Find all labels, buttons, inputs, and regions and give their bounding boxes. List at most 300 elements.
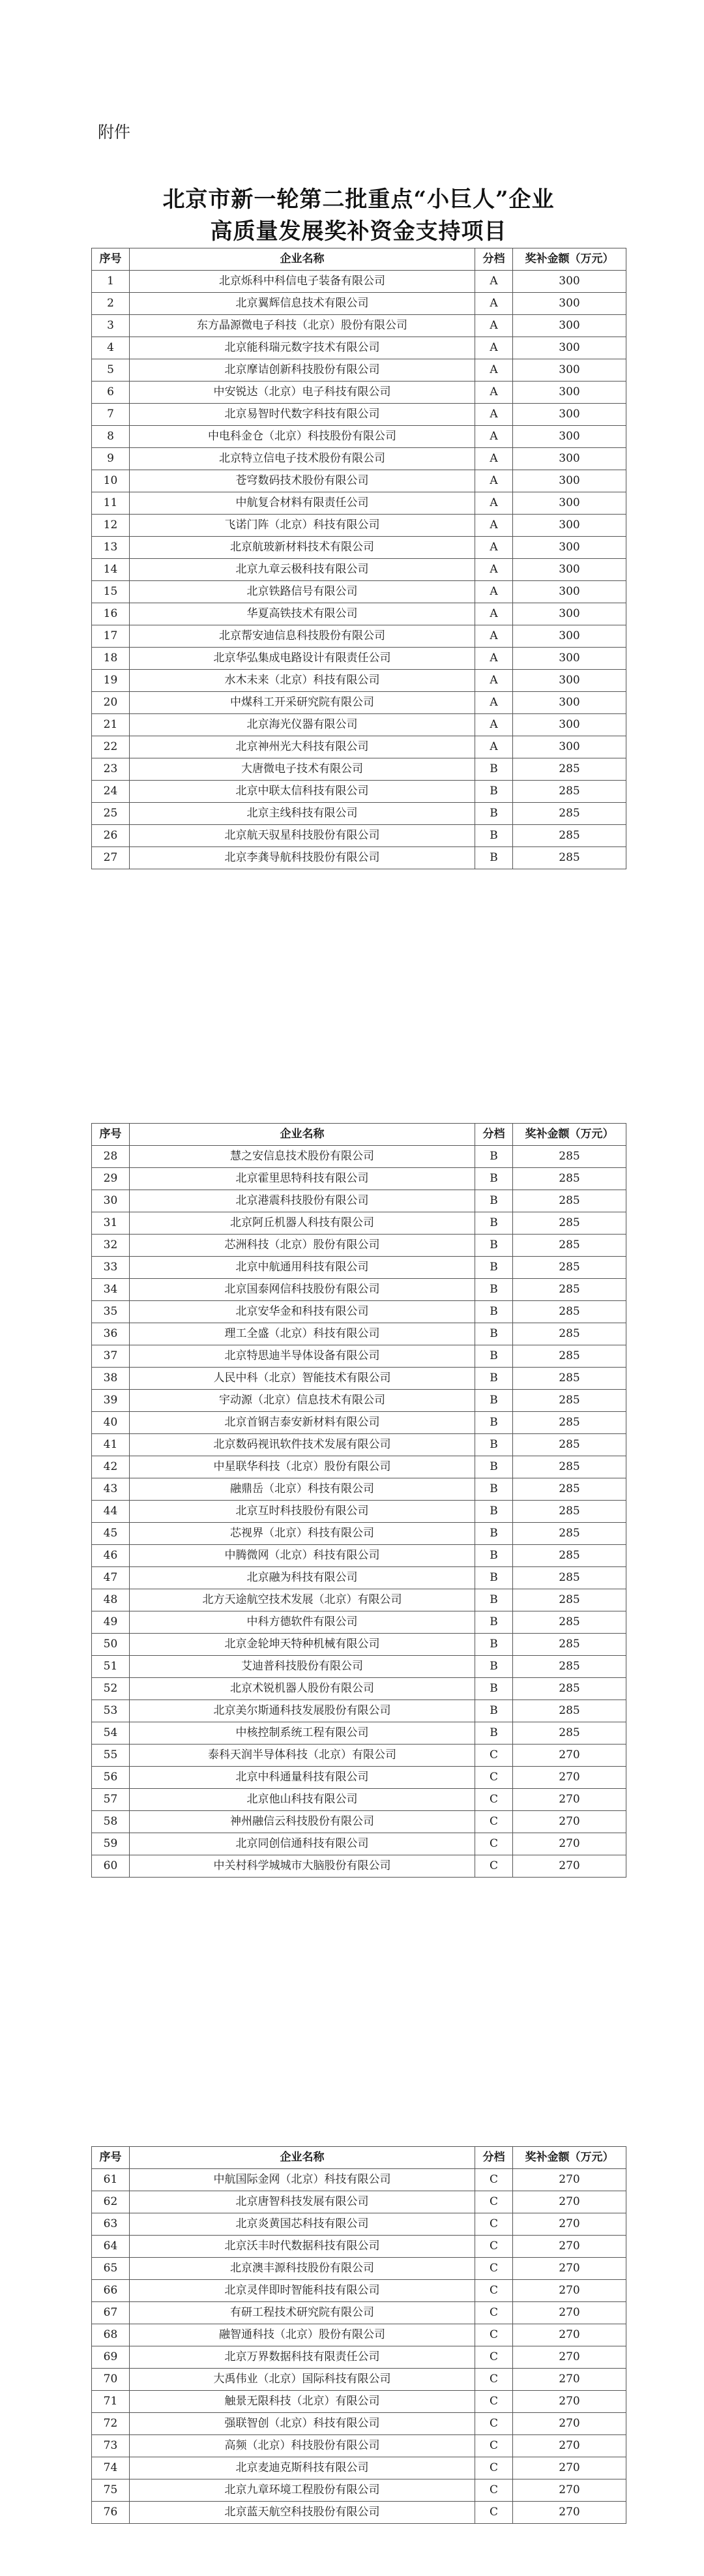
cell-no: 14 — [92, 559, 130, 581]
cell-company-name: 北京烁科中科信电子装备有限公司 — [130, 271, 475, 293]
cell-amount: 300 — [513, 293, 626, 315]
table-row — [92, 1656, 626, 1678]
cell-amount: 270 — [513, 2280, 626, 2302]
cell-no: 53 — [92, 1700, 130, 1722]
table-row — [92, 1545, 626, 1567]
table-row — [92, 1434, 626, 1456]
table-row — [92, 2258, 626, 2280]
cell-amount: 270 — [513, 2457, 626, 2479]
cell-no: 12 — [92, 515, 130, 537]
cell-company-name: 芯洲科技（北京）股份有限公司 — [130, 1235, 475, 1257]
table-row — [92, 382, 626, 404]
cell-grade: B — [475, 1589, 513, 1611]
cell-amount: 270 — [513, 1789, 626, 1811]
table-row — [92, 2346, 626, 2369]
table-row — [92, 692, 626, 714]
cell-company-name: 北京九章云极科技有限公司 — [130, 559, 475, 581]
cell-company-name: 北京他山科技有限公司 — [130, 1789, 475, 1811]
cell-no: 44 — [92, 1501, 130, 1523]
cell-company-name: 中电科金仓（北京）科技股份有限公司 — [130, 426, 475, 448]
cell-company-name: 北京麦迪克斯科技有限公司 — [130, 2457, 475, 2479]
cell-grade: B — [475, 1368, 513, 1390]
cell-grade: C — [475, 1855, 513, 1878]
cell-company-name: 中腾微网（北京）科技有限公司 — [130, 1545, 475, 1567]
table-row — [92, 1301, 626, 1323]
cell-grade: B — [475, 1722, 513, 1745]
cell-no: 1 — [92, 271, 130, 293]
cell-grade: B — [475, 758, 513, 781]
table-row — [92, 1412, 626, 1434]
cell-no: 5 — [92, 359, 130, 382]
cell-no: 58 — [92, 1811, 130, 1833]
cell-no: 17 — [92, 625, 130, 648]
table-row — [92, 1323, 626, 1345]
cell-company-name: 北京炎黄国芯科技有限公司 — [130, 2213, 475, 2236]
cell-no: 30 — [92, 1190, 130, 1212]
table-row — [92, 1478, 626, 1501]
cell-company-name: 北京中航通用科技有限公司 — [130, 1257, 475, 1279]
cell-grade: B — [475, 1257, 513, 1279]
cell-company-name: 融鼎岳（北京）科技有限公司 — [130, 1478, 475, 1501]
cell-amount: 270 — [513, 1833, 626, 1855]
cell-amount: 270 — [513, 2413, 626, 2435]
header-amount: 奖补金额（万元） — [513, 248, 626, 271]
cell-amount: 300 — [513, 404, 626, 426]
cell-amount: 300 — [513, 359, 626, 382]
table-row — [92, 758, 626, 781]
cell-company-name: 北京九章环境工程股份有限公司 — [130, 2479, 475, 2502]
cell-amount: 270 — [513, 2302, 626, 2324]
table-row — [92, 1811, 626, 1833]
cell-no: 66 — [92, 2280, 130, 2302]
table-row — [92, 1833, 626, 1855]
cell-no: 61 — [92, 2169, 130, 2191]
cell-grade: A — [475, 271, 513, 293]
cell-amount: 270 — [513, 2479, 626, 2502]
cell-no: 35 — [92, 1301, 130, 1323]
cell-grade: B — [475, 1235, 513, 1257]
cell-grade: C — [475, 2435, 513, 2457]
cell-no: 16 — [92, 603, 130, 625]
cell-grade: B — [475, 1212, 513, 1235]
cell-no: 36 — [92, 1323, 130, 1345]
table-row — [92, 1789, 626, 1811]
cell-no: 59 — [92, 1833, 130, 1855]
cell-grade: C — [475, 1811, 513, 1833]
cell-no: 39 — [92, 1390, 130, 1412]
table-row — [92, 1390, 626, 1412]
cell-no: 56 — [92, 1767, 130, 1789]
table-row — [92, 603, 626, 625]
cell-no: 43 — [92, 1478, 130, 1501]
cell-company-name: 北京华弘集成电路设计有限责任公司 — [130, 648, 475, 670]
attachment-label: 附件 — [98, 123, 131, 142]
table-row — [92, 825, 626, 847]
table-row — [92, 1767, 626, 1789]
cell-company-name: 人民中科（北京）智能技术有限公司 — [130, 1368, 475, 1390]
cell-no: 67 — [92, 2302, 130, 2324]
cell-company-name: 苍穹数码技术股份有限公司 — [130, 470, 475, 492]
cell-amount: 270 — [513, 2236, 626, 2258]
cell-no: 31 — [92, 1212, 130, 1235]
cell-no: 51 — [92, 1656, 130, 1678]
cell-no: 25 — [92, 803, 130, 825]
cell-grade: B — [475, 1545, 513, 1567]
table-row — [92, 581, 626, 603]
cell-company-name: 北京唐智科技发展有限公司 — [130, 2191, 475, 2213]
cell-grade: B — [475, 1478, 513, 1501]
cell-amount: 285 — [513, 1611, 626, 1634]
cell-grade: C — [475, 2457, 513, 2479]
cell-company-name: 芯视界（北京）科技有限公司 — [130, 1523, 475, 1545]
cell-grade: C — [475, 1767, 513, 1789]
cell-no: 28 — [92, 1146, 130, 1168]
table-row — [92, 2213, 626, 2236]
table-row — [92, 1611, 626, 1634]
cell-amount: 300 — [513, 337, 626, 359]
table-row — [92, 2457, 626, 2479]
cell-amount: 270 — [513, 1745, 626, 1767]
cell-no: 73 — [92, 2435, 130, 2457]
cell-no: 3 — [92, 315, 130, 337]
cell-no: 52 — [92, 1678, 130, 1700]
cell-company-name: 强联智创（北京）科技有限公司 — [130, 2413, 475, 2435]
cell-amount: 300 — [513, 448, 626, 470]
table-row — [92, 2302, 626, 2324]
header-grade: 分档 — [475, 248, 513, 271]
cell-company-name: 北京海光仪器有限公司 — [130, 714, 475, 736]
cell-no: 21 — [92, 714, 130, 736]
table-row — [92, 648, 626, 670]
cell-grade: C — [475, 2413, 513, 2435]
cell-grade: A — [475, 625, 513, 648]
cell-amount: 300 — [513, 382, 626, 404]
cell-amount: 285 — [513, 1656, 626, 1678]
table-row — [92, 271, 626, 293]
cell-grade: C — [475, 2302, 513, 2324]
header-grade: 分档 — [475, 2147, 513, 2169]
cell-no: 2 — [92, 293, 130, 315]
cell-amount: 285 — [513, 803, 626, 825]
cell-company-name: 高频（北京）科技股份有限公司 — [130, 2435, 475, 2457]
cell-amount: 285 — [513, 1279, 626, 1301]
cell-company-name: 融智通科技（北京）股份有限公司 — [130, 2324, 475, 2346]
cell-amount: 285 — [513, 1501, 626, 1523]
header-company-name: 企业名称 — [130, 2147, 475, 2169]
cell-company-name: 北京航玻新材料技术有限公司 — [130, 537, 475, 559]
cell-company-name: 宇动源（北京）信息技术有限公司 — [130, 1390, 475, 1412]
cell-no: 60 — [92, 1855, 130, 1878]
table-header-row — [92, 1124, 626, 1146]
cell-company-name: 北京蓝天航空科技股份有限公司 — [130, 2502, 475, 2524]
cell-no: 7 — [92, 404, 130, 426]
table-row — [92, 736, 626, 758]
cell-amount: 285 — [513, 1212, 626, 1235]
cell-amount: 285 — [513, 1567, 626, 1589]
cell-no: 72 — [92, 2413, 130, 2435]
table-row — [92, 1722, 626, 1745]
cell-amount: 300 — [513, 625, 626, 648]
table-row — [92, 1257, 626, 1279]
cell-company-name: 北方天途航空技术发展（北京）有限公司 — [130, 1589, 475, 1611]
cell-no: 34 — [92, 1279, 130, 1301]
table-row — [92, 2191, 626, 2213]
cell-grade: A — [475, 359, 513, 382]
table-row — [92, 337, 626, 359]
table-header-row — [92, 248, 626, 271]
cell-grade: B — [475, 1656, 513, 1678]
cell-no: 62 — [92, 2191, 130, 2213]
table-row — [92, 1235, 626, 1257]
cell-amount: 285 — [513, 1390, 626, 1412]
cell-company-name: 北京融为科技有限公司 — [130, 1567, 475, 1589]
cell-company-name: 泰科天润半导体科技（北京）有限公司 — [130, 1745, 475, 1767]
table-row — [92, 2502, 626, 2524]
cell-company-name: 中安锐达（北京）电子科技有限公司 — [130, 382, 475, 404]
cell-grade: C — [475, 1789, 513, 1811]
cell-amount: 285 — [513, 1545, 626, 1567]
cell-grade: B — [475, 1345, 513, 1368]
cell-no: 27 — [92, 847, 130, 869]
cell-grade: B — [475, 803, 513, 825]
cell-company-name: 触景无限科技（北京）有限公司 — [130, 2391, 475, 2413]
cell-amount: 285 — [513, 1456, 626, 1478]
cell-company-name: 北京霍里思特科技有限公司 — [130, 1168, 475, 1190]
cell-no: 33 — [92, 1257, 130, 1279]
table-row — [92, 1501, 626, 1523]
cell-amount: 300 — [513, 537, 626, 559]
cell-no: 18 — [92, 648, 130, 670]
cell-amount: 270 — [513, 2502, 626, 2524]
cell-amount: 270 — [513, 2258, 626, 2280]
table-row — [92, 470, 626, 492]
cell-no: 55 — [92, 1745, 130, 1767]
cell-amount: 300 — [513, 692, 626, 714]
cell-amount: 285 — [513, 1323, 626, 1345]
cell-grade: B — [475, 1678, 513, 1700]
cell-grade: A — [475, 315, 513, 337]
table-row — [92, 1855, 626, 1878]
cell-company-name: 北京特立信电子技术股份有限公司 — [130, 448, 475, 470]
cell-grade: A — [475, 736, 513, 758]
cell-grade: B — [475, 1634, 513, 1656]
cell-no: 26 — [92, 825, 130, 847]
cell-grade: B — [475, 1412, 513, 1434]
cell-no: 75 — [92, 2479, 130, 2502]
table-row — [92, 625, 626, 648]
cell-company-name: 大禹伟业（北京）国际科技有限公司 — [130, 2369, 475, 2391]
cell-company-name: 北京阿丘机器人科技有限公司 — [130, 1212, 475, 1235]
cell-no: 74 — [92, 2457, 130, 2479]
cell-company-name: 北京航天驭星科技股份有限公司 — [130, 825, 475, 847]
cell-company-name: 北京沃丰时代数据科技有限公司 — [130, 2236, 475, 2258]
table-row — [92, 404, 626, 426]
cell-amount: 300 — [513, 470, 626, 492]
cell-company-name: 中核控制系统工程有限公司 — [130, 1722, 475, 1745]
cell-company-name: 北京同创信通科技有限公司 — [130, 1833, 475, 1855]
cell-grade: A — [475, 581, 513, 603]
cell-amount: 285 — [513, 1700, 626, 1722]
table-row — [92, 781, 626, 803]
cell-grade: A — [475, 603, 513, 625]
table-row — [92, 714, 626, 736]
table-row — [92, 359, 626, 382]
table-row — [92, 803, 626, 825]
cell-amount: 285 — [513, 758, 626, 781]
cell-amount: 300 — [513, 271, 626, 293]
header-company-name: 企业名称 — [130, 1124, 475, 1146]
cell-company-name: 北京能科瑞元数字技术有限公司 — [130, 337, 475, 359]
cell-company-name: 北京翼辉信息技术有限公司 — [130, 293, 475, 315]
cell-no: 15 — [92, 581, 130, 603]
cell-amount: 270 — [513, 2435, 626, 2457]
table-row — [92, 1279, 626, 1301]
cell-amount: 285 — [513, 825, 626, 847]
cell-grade: A — [475, 470, 513, 492]
cell-amount: 285 — [513, 1434, 626, 1456]
cell-amount: 270 — [513, 2191, 626, 2213]
cell-company-name: 神州融信云科技股份有限公司 — [130, 1811, 475, 1833]
cell-amount: 300 — [513, 315, 626, 337]
cell-company-name: 北京金轮坤天特种机械有限公司 — [130, 1634, 475, 1656]
cell-grade: B — [475, 1168, 513, 1190]
cell-no: 54 — [92, 1722, 130, 1745]
cell-amount: 270 — [513, 2369, 626, 2391]
cell-company-name: 北京数码视讯软件技术发展有限公司 — [130, 1434, 475, 1456]
cell-no: 8 — [92, 426, 130, 448]
header-grade: 分档 — [475, 1124, 513, 1146]
cell-amount: 300 — [513, 515, 626, 537]
table-row — [92, 1345, 626, 1368]
cell-no: 64 — [92, 2236, 130, 2258]
cell-company-name: 慧之安信息技术股份有限公司 — [130, 1146, 475, 1168]
table-row — [92, 2324, 626, 2346]
table-row — [92, 426, 626, 448]
cell-amount: 285 — [513, 1368, 626, 1390]
cell-grade: A — [475, 648, 513, 670]
cell-amount: 285 — [513, 847, 626, 869]
cell-grade: C — [475, 2258, 513, 2280]
header-company-name: 企业名称 — [130, 248, 475, 271]
cell-amount: 285 — [513, 1190, 626, 1212]
table-row — [92, 1212, 626, 1235]
cell-company-name: 中关村科学城城市大脑股份有限公司 — [130, 1855, 475, 1878]
cell-company-name: 中航复合材料有限责任公司 — [130, 492, 475, 515]
cell-company-name: 北京安华金和科技有限公司 — [130, 1301, 475, 1323]
cell-amount: 285 — [513, 1412, 626, 1434]
cell-grade: A — [475, 670, 513, 692]
table-row — [92, 1589, 626, 1611]
cell-no: 6 — [92, 382, 130, 404]
cell-grade: A — [475, 692, 513, 714]
cell-amount: 270 — [513, 2324, 626, 2346]
cell-amount: 285 — [513, 1235, 626, 1257]
cell-company-name: 北京帮安迪信息科技股份有限公司 — [130, 625, 475, 648]
cell-company-name: 大唐微电子技术有限公司 — [130, 758, 475, 781]
cell-amount: 285 — [513, 1146, 626, 1168]
cell-grade: B — [475, 847, 513, 869]
cell-no: 32 — [92, 1235, 130, 1257]
cell-company-name: 艾迪普科技股份有限公司 — [130, 1656, 475, 1678]
cell-no: 49 — [92, 1611, 130, 1634]
cell-company-name: 北京首钢吉泰安新材料有限公司 — [130, 1412, 475, 1434]
cell-grade: B — [475, 1456, 513, 1478]
cell-no: 19 — [92, 670, 130, 692]
table-row — [92, 559, 626, 581]
cell-grade: C — [475, 2346, 513, 2369]
table-row — [92, 847, 626, 869]
funding-table-page-1 — [91, 248, 626, 869]
cell-amount: 300 — [513, 581, 626, 603]
cell-amount: 285 — [513, 1523, 626, 1545]
table-row — [92, 448, 626, 470]
cell-company-name: 北京中联太信科技有限公司 — [130, 781, 475, 803]
cell-amount: 285 — [513, 1257, 626, 1279]
table-row — [92, 1146, 626, 1168]
cell-no: 47 — [92, 1567, 130, 1589]
cell-grade: B — [475, 1523, 513, 1545]
cell-grade: B — [475, 1611, 513, 1634]
header-amount: 奖补金额（万元） — [513, 2147, 626, 2169]
cell-company-name: 水木未来（北京）科技有限公司 — [130, 670, 475, 692]
cell-company-name: 有研工程技术研究院有限公司 — [130, 2302, 475, 2324]
funding-table-page-2 — [91, 1123, 626, 1878]
cell-amount: 300 — [513, 492, 626, 515]
table-row — [92, 2369, 626, 2391]
cell-grade: C — [475, 2391, 513, 2413]
cell-company-name: 北京李龚导航科技股份有限公司 — [130, 847, 475, 869]
cell-grade: B — [475, 1146, 513, 1168]
cell-grade: A — [475, 714, 513, 736]
document-title-line-2: 高质量发展奖补资金支持项目 — [210, 218, 507, 245]
cell-company-name: 北京特思迪半导体设备有限公司 — [130, 1345, 475, 1368]
cell-grade: C — [475, 2324, 513, 2346]
table-header-row — [92, 2147, 626, 2169]
cell-no: 69 — [92, 2346, 130, 2369]
table-row — [92, 1567, 626, 1589]
cell-grade: A — [475, 382, 513, 404]
cell-grade: A — [475, 492, 513, 515]
funding-table-page-3 — [91, 2146, 626, 2524]
cell-grade: C — [475, 1833, 513, 1855]
cell-grade: B — [475, 1501, 513, 1523]
cell-no: 11 — [92, 492, 130, 515]
cell-amount: 285 — [513, 781, 626, 803]
cell-company-name: 北京美尔斯通科技发展股份有限公司 — [130, 1700, 475, 1722]
cell-company-name: 中煤科工开采研究院有限公司 — [130, 692, 475, 714]
header-amount: 奖补金额（万元） — [513, 1124, 626, 1146]
cell-grade: A — [475, 515, 513, 537]
table-row — [92, 1523, 626, 1545]
cell-company-name: 东方晶源微电子科技（北京）股份有限公司 — [130, 315, 475, 337]
cell-amount: 300 — [513, 648, 626, 670]
cell-amount: 300 — [513, 670, 626, 692]
cell-grade: B — [475, 781, 513, 803]
table-row — [92, 2280, 626, 2302]
cell-company-name: 北京万界数据科技有限责任公司 — [130, 2346, 475, 2369]
table-row — [92, 2435, 626, 2457]
table-row — [92, 2236, 626, 2258]
table-row — [92, 670, 626, 692]
cell-amount: 270 — [513, 1767, 626, 1789]
cell-grade: A — [475, 559, 513, 581]
document-title-line-1: 北京市新一轮第二批重点“小巨人”企业 — [162, 187, 555, 213]
table-row — [92, 1456, 626, 1478]
table-row — [92, 1634, 626, 1656]
table-row — [92, 1678, 626, 1700]
cell-no: 65 — [92, 2258, 130, 2280]
table-row — [92, 1745, 626, 1767]
